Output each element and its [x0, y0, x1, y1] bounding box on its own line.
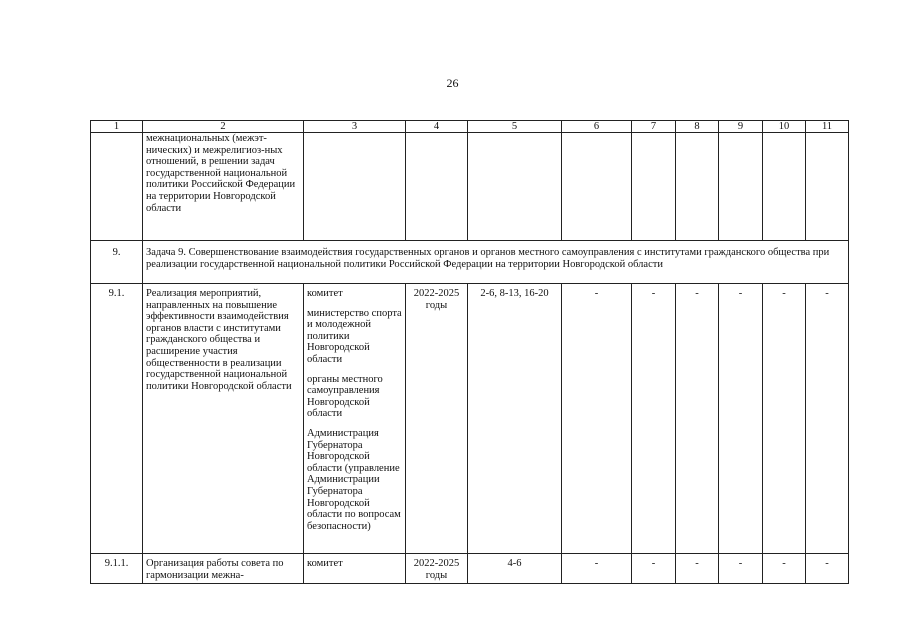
column-header: 5: [468, 121, 562, 133]
task-number: 9.: [91, 241, 143, 284]
task-row: [91, 241, 849, 284]
column-header: 9: [719, 121, 763, 133]
period: 2022-2025 годы: [406, 554, 468, 584]
indicators: 2-6, 8-13, 16-20: [468, 284, 562, 554]
row-number: 9.1.1.: [91, 554, 143, 584]
responsible-entry: комитет: [307, 558, 343, 569]
task-text: Задача 9. Совершенствование взаимодействия государственных органов и органов местного самоуправления с институтами гражданского общества при реализации государственной национальной политики Российской Федерации на территории Новгородской области: [143, 241, 849, 284]
measure-name: Организация работы совета по гармонизации межна-: [143, 554, 304, 584]
cell-value: -: [763, 554, 806, 584]
responsible-list: [304, 554, 406, 584]
cell-value: -: [806, 284, 849, 554]
cell-value: -: [763, 284, 806, 554]
column-number-row: [91, 121, 849, 133]
cell-empty: [304, 133, 406, 241]
column-header: 4: [406, 121, 468, 133]
cell-value: -: [719, 284, 763, 554]
cell-value: -: [806, 554, 849, 584]
period: 2022-2025 годы: [406, 284, 468, 554]
column-header: 2: [143, 121, 304, 133]
cell-empty: [562, 133, 632, 241]
cell-value: -: [676, 284, 719, 554]
cell-value: -: [719, 554, 763, 584]
responsible-list: [304, 284, 406, 554]
responsible-entry: министерство спорта и молодежной политики Новгородской области: [307, 307, 402, 365]
column-header: 3: [304, 121, 406, 133]
responsible-entry: Администрация Губернатора Новгородской области (управление Администрации Губернатора Новгородской области по вопросам безопасности): [307, 427, 401, 532]
column-header: 10: [763, 121, 806, 133]
column-header: 8: [676, 121, 719, 133]
row-number: 9.1.: [91, 284, 143, 554]
cell-value: -: [562, 284, 632, 554]
continuation-text: межнациональных (межэт-нических) и межрелигиоз-ных отношений, в решении задач государственной национальной политики Российской Федерации на территории Новгородской области: [143, 133, 304, 241]
page-number: 26: [446, 76, 459, 90]
cell-empty: [806, 133, 849, 241]
cell-empty: [406, 133, 468, 241]
cell-value: -: [632, 554, 676, 584]
column-header: 1: [91, 121, 143, 133]
cell-empty: [676, 133, 719, 241]
responsible-entry: органы местного самоуправления Новгородской области: [307, 373, 383, 420]
cell-value: -: [632, 284, 676, 554]
cell-value: -: [562, 554, 632, 584]
cell-value: -: [676, 554, 719, 584]
cell-empty: [763, 133, 806, 241]
table-row: [91, 554, 849, 584]
table-row: [91, 284, 849, 554]
cell-empty: [91, 133, 143, 241]
program-table: [90, 120, 849, 584]
measure-name: Реализация мероприятий, направленных на повышение эффективности взаимодействия органов власти с институтами гражданского общества и расширение участия общественности в реализации государственной национальной политики Новгородской области: [143, 284, 304, 554]
cell-empty: [632, 133, 676, 241]
cell-empty: [719, 133, 763, 241]
column-header: 6: [562, 121, 632, 133]
table-row-continuation: [91, 133, 849, 241]
responsible-entry: комитет: [307, 288, 343, 299]
cell-empty: [468, 133, 562, 241]
indicators: 4-6: [468, 554, 562, 584]
column-header: 11: [806, 121, 849, 133]
column-header: 7: [632, 121, 676, 133]
